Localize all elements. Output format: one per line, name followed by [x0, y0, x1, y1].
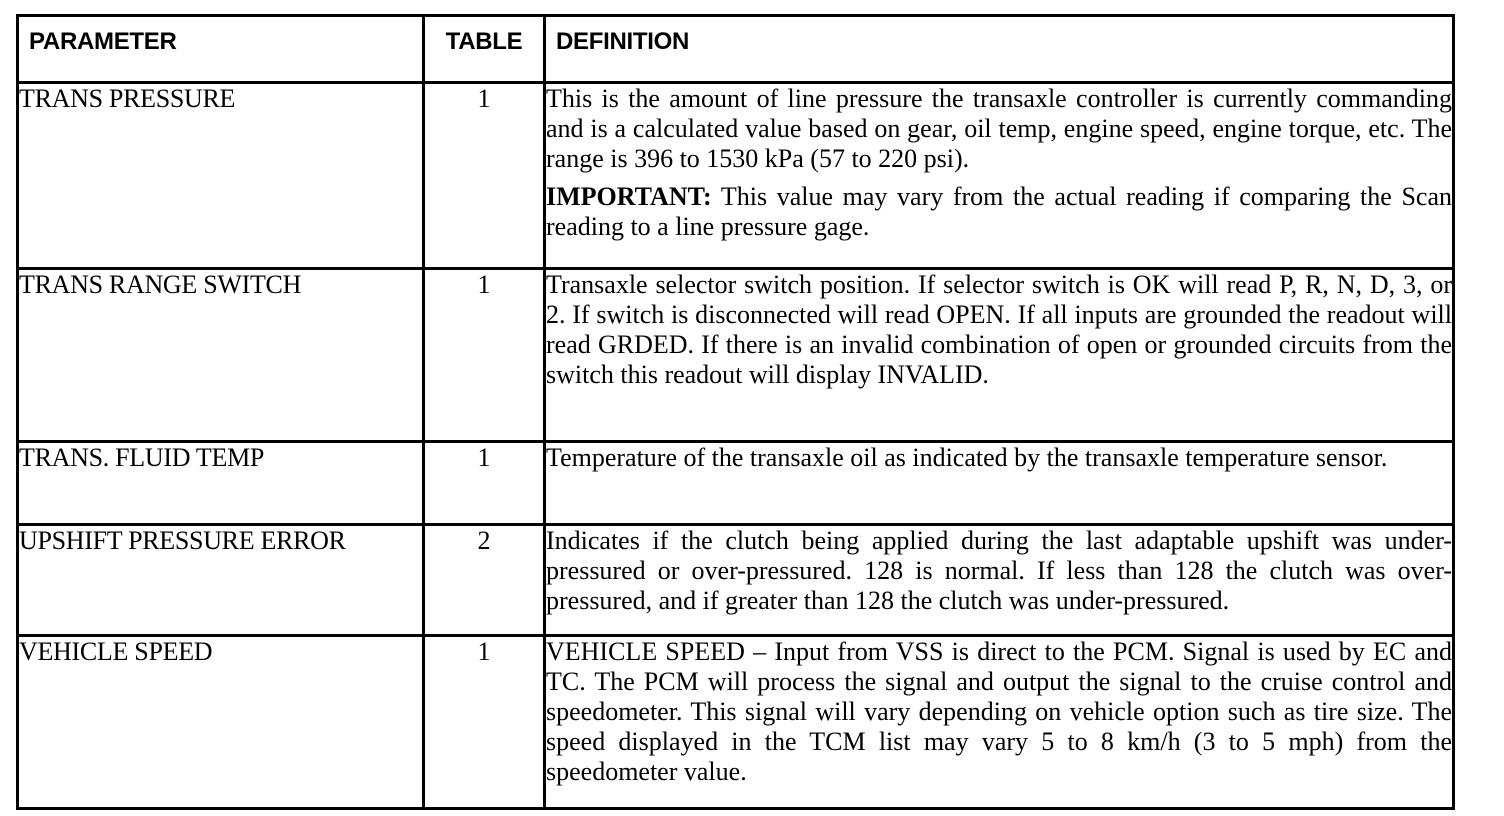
definition-cell: [545, 636, 1454, 809]
definition-text: VEHICLE SPEED – Input from VSS is direct to the PCM. Signal is used by EC and TC. The PCM will process the signal and output the signal to the cruise control and speedometer. This signal will vary depending on vehicle option such as tire size. The speed displayed in the TCM list may vary 5 to 8 km/h (3 to 5 mph) from the speedometer value.: [546, 637, 1452, 786]
definition-cell: [545, 269, 1454, 442]
parameter-cell: UPSHIFT PRESSURE ERROR: [18, 525, 424, 636]
definition-text: This is the amount of line pressure the transaxle controller is currently commanding and is a calculated value based on gear, oil temp, engine speed, engine torque, etc. The range is 396 to 1530 kPa (57 to 220 psi).: [546, 84, 1452, 173]
table-number-cell: 2: [424, 525, 545, 636]
table-number-cell: 1: [424, 442, 545, 525]
parameter-cell: TRANS PRESSURE: [18, 83, 424, 269]
table-number-cell: 1: [424, 269, 545, 442]
table-number-cell: 1: [424, 83, 545, 269]
definition-cell: [545, 525, 1454, 636]
parameter-cell: TRANS. FLUID TEMP: [18, 442, 424, 525]
header-parameter: PARAMETER: [18, 16, 424, 83]
parameter-definition-table: [16, 14, 1455, 810]
important-label: IMPORTANT:: [546, 182, 712, 211]
table-number-cell: 1: [424, 636, 545, 809]
table-header-row: [18, 16, 1454, 83]
table-row-trans-pressure: [18, 83, 1454, 269]
definition-text: Transaxle selector switch position. If selector switch is OK will read P, R, N, D, 3, or 2. If switch is disconnected will read OPEN. If all inputs are grounded the readout will read GRDED. If there is an invalid combination of open or grounded circuits from the switch this readout will display INVALID.: [546, 270, 1452, 389]
table-row-upshift-pressure-error: [18, 525, 1454, 636]
table-row-vehicle-speed: [18, 636, 1454, 809]
important-note: [546, 182, 1452, 242]
definition-cell: [545, 83, 1454, 269]
parameter-cell: VEHICLE SPEED: [18, 636, 424, 809]
header-table: TABLE: [424, 16, 545, 83]
definition-text: Indicates if the clutch being applied during the last adaptable upshift was under-pressured or over-pressured. 128 is normal. If less than 128 the clutch was over-pressured, and if greater than 128 the clutch was under-pressured.: [546, 526, 1452, 615]
header-definition: DEFINITION: [545, 16, 1454, 83]
table-row-trans-fluid-temp: [18, 442, 1454, 525]
definition-text: Temperature of the transaxle oil as indicated by the transaxle temperature sensor.: [546, 443, 1388, 472]
parameter-cell: TRANS RANGE SWITCH: [18, 269, 424, 442]
important-text: This value may vary from the actual reading if comparing the Scan reading to a line pressure gage.: [546, 182, 1452, 241]
definition-cell: [545, 442, 1454, 525]
table-row-trans-range-switch: [18, 269, 1454, 442]
